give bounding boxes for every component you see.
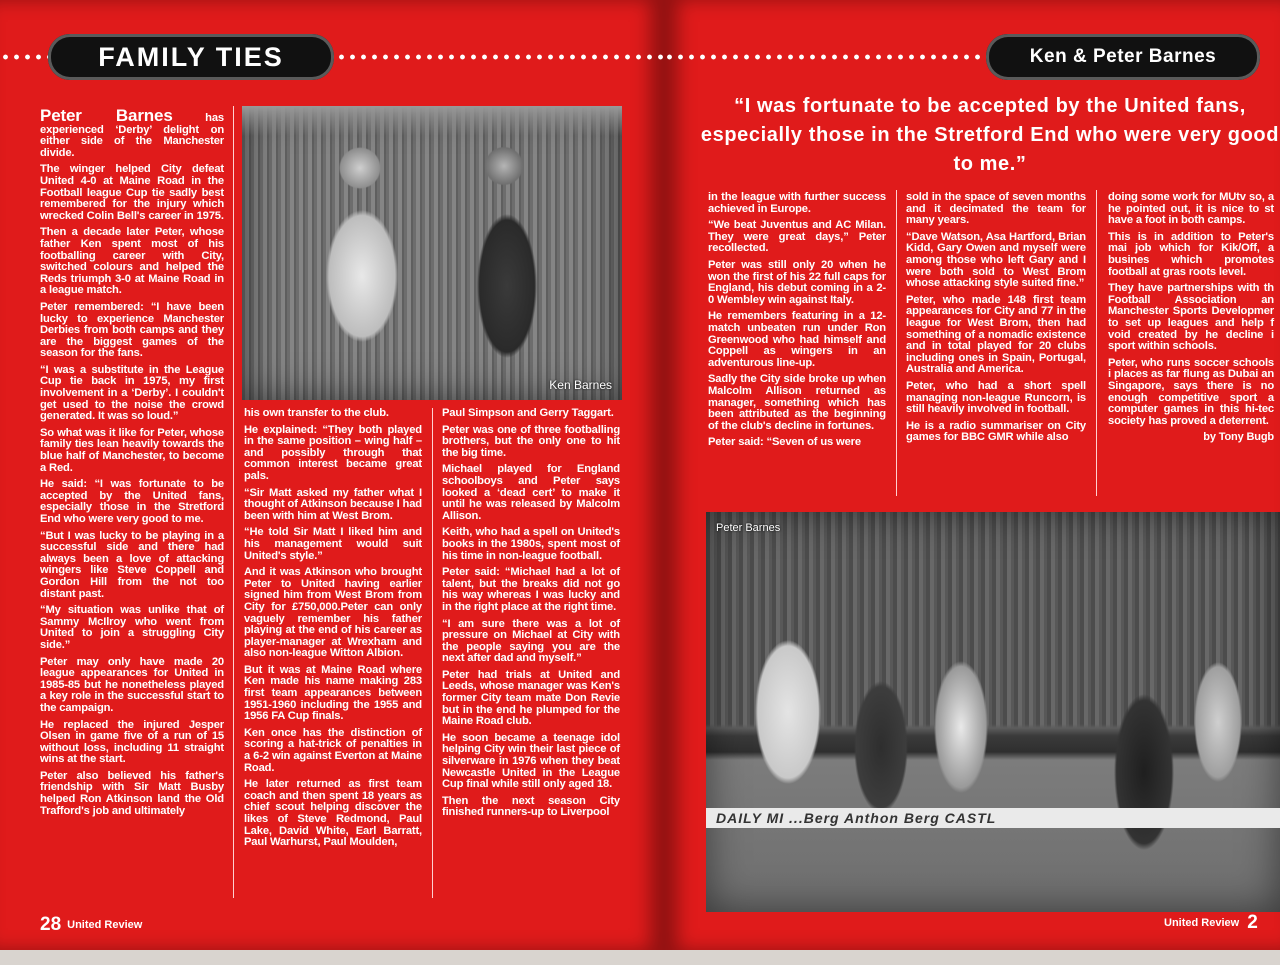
paragraph: He explained: “They both played in the same position – wing half – and possibly through that common interest became great pals. — [244, 423, 422, 482]
paragraph: Peter also believed his father's friendship with Sir Matt Busby helped Ron Atkinson land the Old Trafford's job and ultimately — [40, 769, 224, 817]
paragraph: They have partnerships with th Football Association an Manchester Sports Developmer to set up leagues and help f void created by he decline i sport within schools. — [1108, 282, 1274, 353]
paragraph: Paul Simpson and Gerry Taggart. — [442, 407, 614, 419]
column-divider — [432, 408, 433, 898]
left-column-2 — [244, 408, 422, 854]
paragraph: doing some work for MUtv so, a he pointed out, it is nice to st have a foot in both camps. — [1108, 191, 1274, 227]
paragraph: But it was at Maine Road where Ken made his name making 283 first team appearances between 1951-1960 including the 1955 and 1956 FA Cup finals. — [244, 663, 422, 723]
paragraph: He is a radio summariser on City games for BBC GMR while also — [906, 419, 1086, 444]
paragraph: Peter, who had a short spell managing non-league Runcorn, is still heavily involved in football. — [906, 379, 1086, 416]
paragraph: And it was Atkinson who brought Peter to United having earlier signed him from West Brom from City for £750,000.Peter can only vaguely remember his father playing at the end of his career as player-manager at Wrexham and also non-league Witton Albion. — [244, 566, 422, 660]
paragraph: Peter said: “Michael had a lot of talent, but the breaks did not go his way whereas I was lucky and in the right place at the right time. — [442, 566, 620, 613]
paragraph: Ken once has the distinction of scoring a hat-trick of penalties in a 6-2 win against Everton at Maine Road. — [244, 726, 422, 774]
paragraph: sold in the space of seven months and it decimated the team for many years. — [906, 191, 1086, 227]
paragraph: “We beat Juventus and AC Milan. They were great days,” Peter recollected. — [708, 219, 886, 255]
paragraph: his own transfer to the club. — [244, 407, 389, 419]
paragraph: He later returned as first team coach and then spent 18 years as chief scout helping discover the likes of Steve Redmond, Paul Lake, David White, Earl Barratt, Paul Warhurst, Paul Moulden, — [244, 778, 422, 849]
right-column-3 — [1108, 192, 1274, 444]
paragraph: Peter had trials at United and Leeds, whose manager was Ken's former City team mate Don Revie but in the end he plumped for the Maine Road club. — [442, 668, 620, 728]
right-page — [664, 0, 1280, 950]
magazine-name: United Review — [67, 919, 143, 931]
dot-rule-left — [0, 54, 48, 60]
byline: by Tony Bugb — [1203, 431, 1274, 444]
paragraph: The winger helped City defeat United 4-0 at Maine Road in the Football league Cup tie sadly best remembered for the injury which wrecked Colin Bell's career in 1975. — [40, 163, 224, 222]
paragraph: “He told Sir Matt I liked him and his management would suit United's style.” — [244, 526, 422, 562]
paragraph: Peter was still only 20 when he won the first of his 22 full caps for England, his debut coming in a 2-0 Wembley win against Italy. — [708, 258, 886, 306]
paragraph: Peter was one of three footballing brothers, but the only one to hit the big time. — [442, 423, 620, 459]
paragraph: He remembers featuring in a 12-match unbeaten run under Ron Greenwood who had himself and Coppell as wingers in an adventurous line-up. — [708, 310, 886, 369]
paragraph: “I am sure there was a lot of pressure on Michael at City with the people saying you are the next after dad and myself.” — [442, 617, 620, 665]
page-number: 28 — [40, 914, 62, 935]
page-title: Ken & Peter Barnes — [986, 34, 1260, 80]
page-number: 2 — [1247, 912, 1258, 933]
paragraph: “My situation was unlike that of Sammy McIlroy who went from United to join a struggling City side.” — [40, 604, 224, 651]
ken-barnes-photo — [242, 106, 622, 400]
paragraph: “I was a substitute in the League Cup tie back in 1975, my first involvement in a ‘Derby’. I couldn't get used to the noise the crowd generated. It was so loud.” — [40, 363, 224, 423]
paragraph: He soon became a teenage idol helping City win their last piece of silverware in 1976 when they beat Newcastle United in the League Cup final while still only aged 18. — [442, 731, 620, 791]
paragraph: Sadly the City side broke up when Malcolm Allison returned as manager, something which has been attributed as the beginning of the club's decline in fortunes. — [708, 373, 886, 432]
paragraph: “But I was lucky to be playing in a successful side and there had always been a love of attacking wingers like Steve Coppell and Gordon Hill from the not too distant past. — [40, 529, 224, 600]
paragraph: Then the next season City finished runners-up to Liverpool — [442, 794, 620, 819]
paragraph: in the league with further success achieved in Europe. — [708, 191, 886, 215]
paragraph: This is in addition to Peter's mai job which for Kik/Off, a busines which promotes football at gras roots level. — [1108, 230, 1274, 278]
peter-barnes-photo — [706, 512, 1280, 912]
paragraph: has experienced ‘Derby’ delight on either side of the Manchester divide. — [40, 112, 224, 159]
dot-rule-left-2 — [336, 54, 664, 60]
paragraph: He said: “I was fortunate to be accepted by the United fans, especially those in the Stretford End who were very good to me. — [40, 478, 224, 525]
section-title: FAMILY TIES — [48, 34, 334, 80]
right-column-2 — [906, 192, 1086, 449]
paragraph: “Sir Matt asked my father what I thought of Atkinson because I had been with him at West Brom. — [244, 486, 422, 522]
right-column-1 — [708, 192, 886, 454]
paragraph: Peter may only have made 20 league appearances for United in 1985-85 but he nonetheless played a key role in the successful start to the campaign. — [40, 655, 224, 714]
lead-name: Peter Barnes — [40, 106, 173, 125]
advertising-board: DAILY MI ...Berg Anthon Berg CASTL — [706, 808, 1280, 828]
paragraph: He replaced the injured Jesper Olsen in game five of a run of 15 without loss, including 11 straight wins at the start. — [40, 718, 224, 766]
magazine-name: United Review — [1164, 917, 1240, 929]
photo-caption: Ken Barnes — [549, 378, 612, 392]
photo-caption: Peter Barnes — [716, 522, 781, 534]
paragraph: Keith, who had a spell on United's books in the 1980s, spent most of his time in non-league football. — [442, 526, 620, 562]
right-folio — [1164, 912, 1258, 934]
column-divider — [1096, 190, 1097, 496]
column-divider — [233, 106, 234, 898]
left-column-1 — [40, 108, 224, 822]
paragraph: “Dave Watson, Asa Hartford, Brian Kidd, Gary Owen and myself were among those who left Gary and I were both sold to West Brom whose attacking style suited fine.” — [906, 230, 1086, 290]
pull-quote: “I was fortunate to be accepted by the United fans, especially those in the Stretford End who were very good to me.” — [700, 95, 1280, 175]
paragraph: So what was it like for Peter, whose family ties lean heavily towards the blue half of Manchester, to become a Red. — [40, 426, 224, 474]
paragraph: Peter, who runs soccer schools i places as far flung as Dubai an Singapore, says there is no enough competitive sport a computer games in this hi-tec society has proved a deterrent. — [1108, 356, 1274, 427]
paragraph: Peter, who made 148 first team appearances for City and 77 in the league for West Brom, then had something of a nomadic existence and in total played for 20 clubs including ones in Spain, Portugal, Australia and America. — [906, 293, 1086, 376]
paragraph: Michael played for England schoolboys and Peter says looked a ‘dead cert’ to make it until he was released by Malcolm Allison. — [442, 463, 620, 522]
paragraph: Peter remembered: “I have been lucky to experience Manchester Derbies from both camps and they are the biggest games of the season for the fans. — [40, 300, 224, 360]
paragraph: Then a decade later Peter, whose father Ken spent most of his footballing career with City, switched colours and helped the Reds triumph 3-0 at Maine Road in a league match. — [40, 226, 224, 297]
column-divider — [896, 190, 897, 496]
left-folio — [40, 914, 142, 936]
left-column-3 — [442, 408, 620, 824]
paragraph: Peter said: “Seven of us were — [708, 436, 861, 449]
dot-rule-right — [664, 54, 984, 60]
